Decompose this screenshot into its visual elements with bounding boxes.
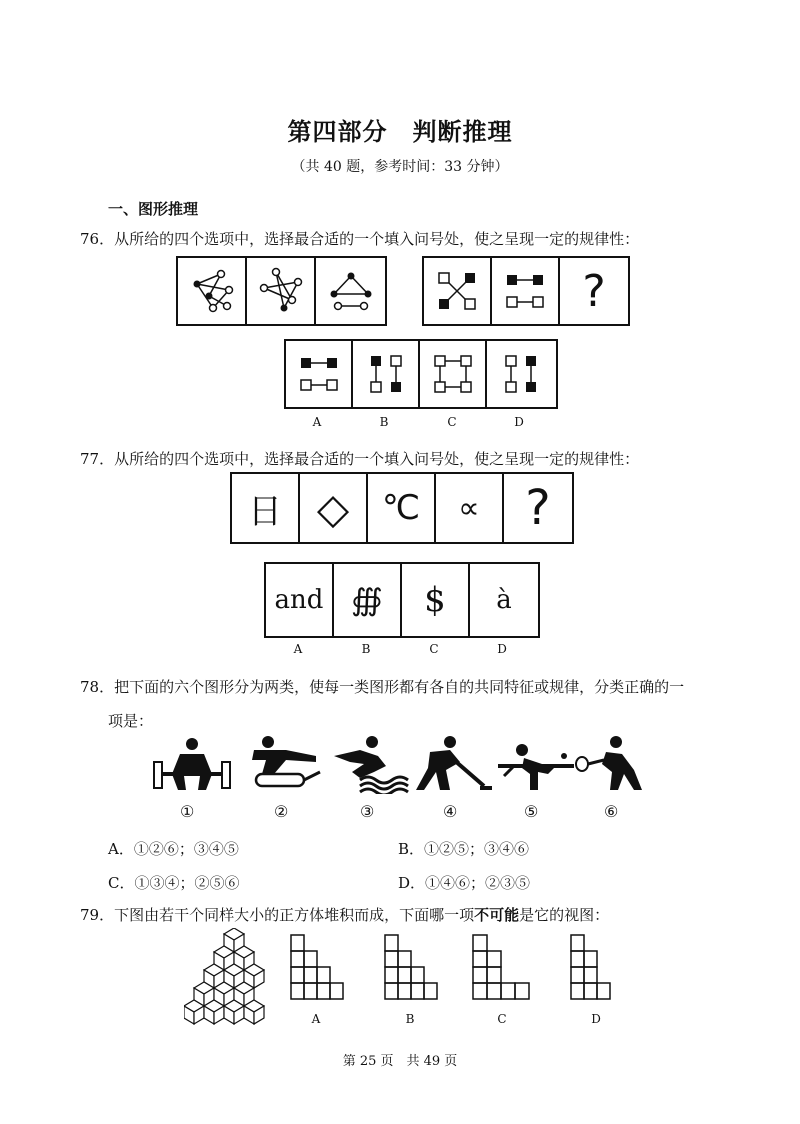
option-figure-icon — [499, 351, 543, 397]
q77-symbol-2: ◇ — [300, 474, 368, 542]
q77-label-a: A — [293, 642, 303, 656]
q76-label-b: B — [379, 415, 389, 429]
q79-text-post: 是它的视图： — [519, 906, 610, 924]
q77-text: 77．从所给的四个选项中，选择最合适的一个填入问号处，使之呈现一定的规律性： — [80, 450, 640, 468]
q79-text-bold: 不可能 — [474, 906, 520, 924]
q78-figure-6 — [572, 734, 656, 794]
q78-label-1: ① — [180, 802, 195, 821]
q76-option-a[interactable] — [286, 341, 353, 407]
q79-text-pre: 79．下图由若干个同样大小的正方体堆积而成，下面哪一项 — [80, 906, 475, 924]
q79-label-b: B — [405, 1012, 415, 1026]
q77-symbol-4: ∝ — [436, 474, 504, 542]
q77-symbol-3: ℃ — [368, 474, 436, 542]
q77-option-c[interactable]: $ — [402, 564, 470, 636]
q78-text-line1: 78．把下面的六个图形分为两类，使每一类图形都有各自的共同特征或规律，分类正确的一 — [80, 678, 685, 696]
page-footer: 第 25 页 共 49 页 — [342, 1054, 458, 1069]
q76-text: 76．从所给的四个选项中，选择最合适的一个填入问号处，使之呈现一定的规律性： — [80, 230, 640, 248]
page-subtitle: （共 40 题，参考时间：33 分钟） — [291, 159, 509, 175]
view-figure-d — [570, 934, 626, 1000]
section-heading: 一、图形推理 — [108, 200, 199, 218]
q79-label-c: C — [497, 1012, 507, 1026]
q78-figure-1 — [150, 734, 234, 794]
q77-option-b[interactable]: ∰ — [334, 564, 402, 636]
q77-option-d[interactable]: à — [496, 585, 512, 615]
network-figure-icon — [187, 266, 237, 316]
q77-label-b: B — [361, 642, 371, 656]
network-figure-icon — [256, 266, 306, 316]
q78-label-4: ④ — [443, 802, 458, 821]
q78-option-d[interactable]: D．①④⑥；②③⑤ — [398, 874, 531, 892]
view-figure-c — [472, 934, 534, 1000]
q78-option-c[interactable]: C．①③④；②⑤⑥ — [108, 874, 240, 892]
q76-label-c: C — [447, 415, 457, 429]
option-figure-icon — [297, 351, 341, 397]
square-pairs-figure-icon — [502, 268, 548, 314]
q77-symbol-5: ? — [525, 480, 551, 536]
q79-label-d: D — [591, 1012, 601, 1026]
q76-option-d[interactable] — [487, 341, 554, 407]
bobsled-icon — [242, 734, 326, 794]
option-figure-icon — [364, 351, 408, 397]
q76-options — [284, 339, 558, 409]
table-tennis-icon — [494, 734, 578, 794]
q78-figure-3 — [330, 734, 414, 794]
q76-figure-4 — [424, 258, 492, 324]
q76-option-b[interactable] — [353, 341, 420, 407]
weightlifting-icon — [150, 734, 234, 794]
q77-label-c: C — [429, 642, 439, 656]
view-figure-a — [290, 934, 346, 1000]
q78-label-6: ⑥ — [604, 802, 619, 821]
hockey-icon — [410, 734, 494, 794]
q76-label-a: A — [312, 415, 322, 429]
q78-text-line2: 项是： — [108, 712, 154, 730]
q78-figure-2 — [242, 734, 326, 794]
q77-sequence — [230, 472, 574, 544]
q79-text — [80, 904, 609, 925]
q78-label-5: ⑤ — [524, 802, 539, 821]
q76-label-d: D — [514, 415, 524, 429]
q79-option-a[interactable] — [290, 934, 346, 1000]
diving-icon — [330, 734, 414, 794]
view-figure-b — [384, 934, 440, 1000]
q77-symbol-1: 日 — [232, 474, 300, 542]
triangle-figure-icon — [326, 266, 376, 316]
q76-figure-5 — [492, 258, 560, 324]
q78-option-b[interactable]: B．①②⑤；③④⑥ — [398, 840, 530, 858]
q78-option-a[interactable]: A．①②⑥；③④⑤ — [108, 840, 239, 858]
q79-cube-stack — [184, 928, 268, 1032]
q79-option-c[interactable] — [472, 934, 534, 1000]
q76-figure-1 — [178, 258, 247, 324]
tennis-icon — [572, 734, 656, 794]
q79-option-b[interactable] — [384, 934, 440, 1000]
q76-option-c[interactable] — [420, 341, 487, 407]
q77-label-d: D — [497, 642, 507, 656]
q78-label-3: ③ — [360, 802, 375, 821]
q77-option-a[interactable]: and — [266, 564, 334, 636]
q79-option-d[interactable] — [570, 934, 626, 1000]
q76-figure-2 — [247, 258, 316, 324]
q76-figure-3 — [316, 258, 385, 324]
q78-figure-4 — [410, 734, 494, 794]
q76-question-mark: ? — [582, 265, 606, 317]
cube-stack-icon — [184, 928, 268, 1032]
q76-group-1 — [176, 256, 387, 326]
square-cross-figure-icon — [434, 268, 480, 314]
q76-group-2 — [422, 256, 630, 326]
q78-label-2: ② — [274, 802, 289, 821]
q79-label-a: A — [311, 1012, 321, 1026]
page-title: 第四部分 判断推理 — [287, 118, 513, 146]
q78-figure-5 — [494, 734, 578, 794]
option-figure-icon — [431, 351, 475, 397]
q77-options — [264, 562, 540, 638]
